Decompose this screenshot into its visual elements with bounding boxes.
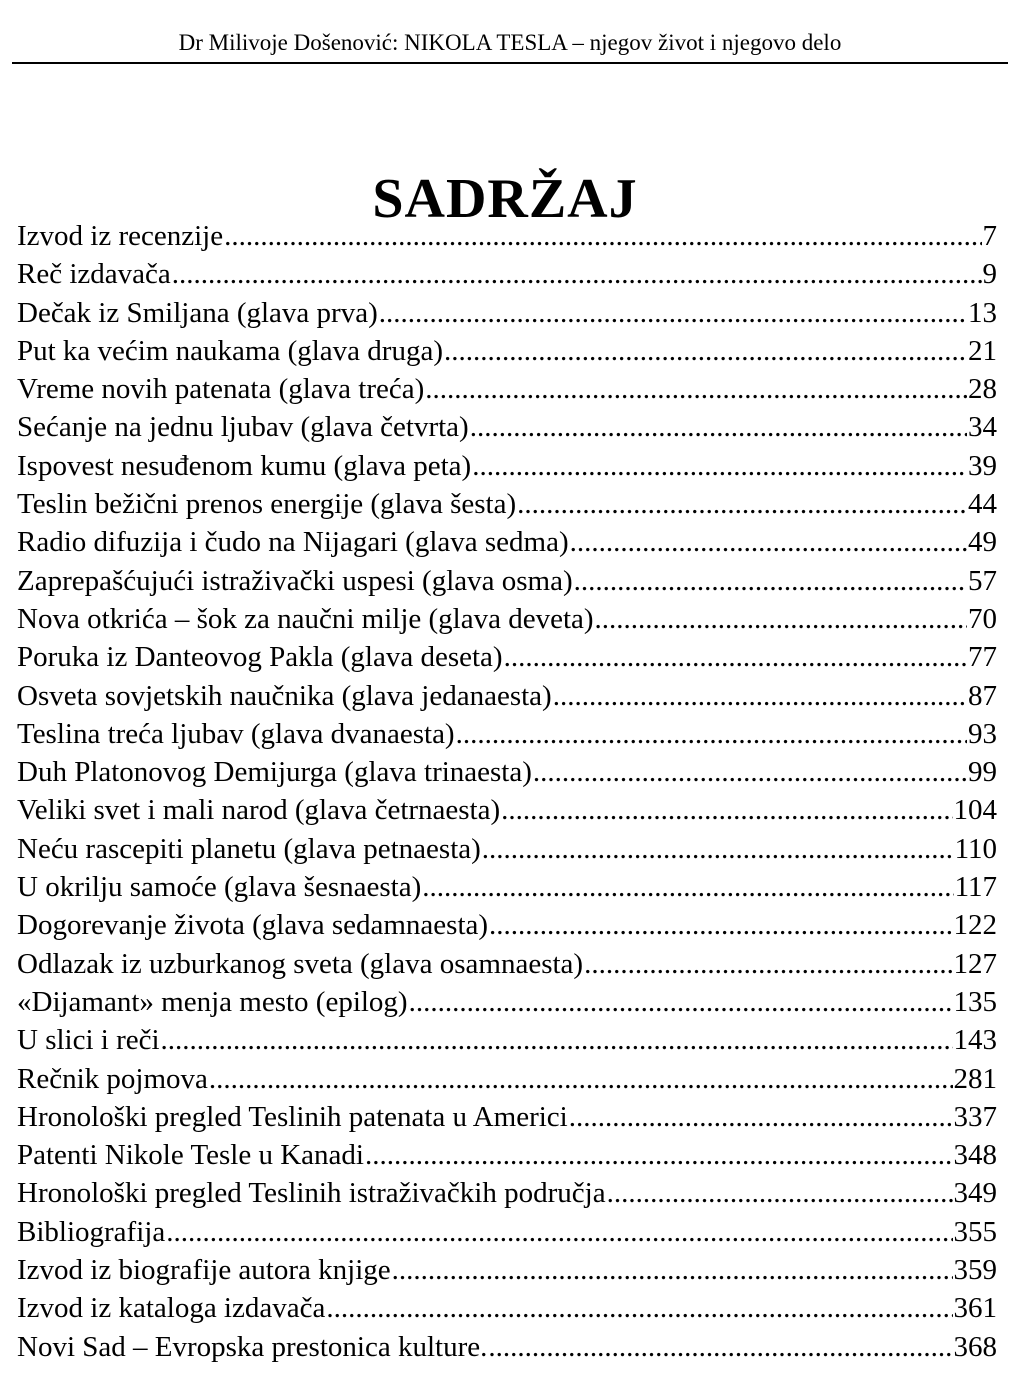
dot-leader (501, 791, 952, 829)
dot-leader (172, 255, 982, 293)
dot-leader (422, 868, 953, 906)
toc-entry-page: 44 (968, 488, 997, 521)
toc-entry-title: Odlazak iz uzburkanog sveta (glava osamnaesta) (17, 947, 584, 980)
toc-entry-title: Put ka većim naukama (glava druga) (17, 334, 443, 367)
dot-leader (553, 677, 967, 715)
toc-entry-title: Dogorevanje života (glava sedamnaesta) (17, 909, 489, 942)
toc-entry[interactable] (17, 830, 997, 868)
toc-entry[interactable] (17, 983, 997, 1021)
toc-entry[interactable] (17, 1328, 997, 1366)
toc-entry[interactable] (17, 1289, 997, 1327)
toc-entry-title: Dečak iz Smiljana (glava prva) (17, 296, 378, 329)
toc-entry[interactable] (17, 868, 997, 906)
toc-entry[interactable] (17, 638, 997, 676)
toc-entry-page: 135 (953, 985, 997, 1018)
toc-entry-title: Vreme novih patenata (glava treća) (17, 373, 425, 406)
toc-entry[interactable] (17, 715, 997, 753)
header-divider (12, 62, 1008, 64)
toc-entry-title: Sećanje na jednu ljubav (glava četvrta) (17, 411, 469, 444)
toc-entry-page: 143 (953, 1024, 997, 1057)
dot-leader (444, 332, 967, 370)
toc-entry-title: U slici i reči (17, 1024, 160, 1057)
toc-entry-page: 110 (954, 832, 997, 865)
page-title: SADRŽAJ (372, 167, 638, 230)
toc-entry[interactable] (17, 332, 997, 370)
toc-entry-title: Bibliografija (17, 1215, 166, 1248)
toc-entry-title: Teslin bežični prenos energije (glava šesta) (17, 488, 517, 521)
toc-entry[interactable] (17, 255, 997, 293)
toc-entry-page: 39 (968, 449, 997, 482)
dot-leader (570, 523, 967, 561)
dot-leader (209, 1060, 953, 1098)
dot-leader (488, 1328, 952, 1366)
toc-entry-page: 21 (968, 334, 997, 367)
toc-entry-page: 7 (982, 220, 997, 252)
toc-entry-page: 104 (953, 794, 997, 827)
toc-entry[interactable] (17, 370, 997, 408)
toc-entry-title: Izvod iz biografije autora knjige (17, 1254, 391, 1287)
toc-entry-title: Izvod iz kataloga izdavača (17, 1292, 326, 1325)
toc-entry[interactable] (17, 523, 997, 561)
toc-entry[interactable] (17, 791, 997, 829)
toc-entry[interactable] (17, 906, 997, 944)
toc-entry[interactable] (17, 562, 997, 600)
toc-entry-title: Izvod iz recenzije (17, 220, 224, 252)
toc-entry-title: Novi Sad – Evropska prestonica kulture. (17, 1330, 488, 1363)
toc-entry[interactable] (17, 485, 997, 523)
toc-entry-page: 77 (968, 641, 997, 674)
dot-leader (326, 1289, 952, 1327)
toc-entry[interactable] (17, 1136, 997, 1174)
dot-leader (533, 753, 967, 791)
dot-leader (517, 485, 967, 523)
toc-entry-page: 70 (968, 602, 997, 635)
dot-leader (489, 906, 952, 944)
toc-entry-title: Teslina treća ljubav (glava dvanaesta) (17, 717, 455, 750)
dot-leader (595, 600, 967, 638)
toc-entry[interactable] (17, 1213, 997, 1251)
toc-entry-title: Hronološki pregled Teslinih istraživačkih područja (17, 1177, 606, 1210)
toc-entry-page: 127 (953, 947, 997, 980)
toc-entry-page: 359 (953, 1254, 997, 1287)
dot-leader (456, 715, 967, 753)
dot-leader (365, 1136, 953, 1174)
toc-entry-title: Neću rascepiti planetu (glava petnaesta) (17, 832, 481, 865)
toc-entry-title: Patenti Nikole Tesle u Kanadi (17, 1139, 364, 1172)
toc-entry-title: Reč izdavača (17, 258, 171, 291)
toc-entry-page: 93 (968, 717, 997, 750)
toc-entry[interactable] (17, 447, 997, 485)
toc-entry-page: 368 (953, 1330, 997, 1363)
toc-entry[interactable] (17, 1021, 997, 1059)
toc-entry-title: Rečnik pojmova (17, 1062, 208, 1095)
toc-entry[interactable] (17, 600, 997, 638)
dot-leader (392, 1251, 953, 1289)
toc-entry-title: «Dijamant» menja mesto (epilog) (17, 985, 408, 1018)
toc-entry-title: Veliki svet i mali narod (glava četrnaesta) (17, 794, 501, 827)
dot-leader (379, 294, 967, 332)
dot-leader (482, 830, 954, 868)
toc-entry-page: 355 (953, 1215, 997, 1248)
dot-leader (569, 1098, 953, 1136)
toc-entry[interactable] (17, 1098, 997, 1136)
toc-entry-page: 361 (953, 1292, 997, 1325)
toc-entry-title: Duh Platonovog Demijurga (glava trinaesta) (17, 756, 532, 789)
dot-leader (584, 945, 952, 983)
dot-leader (166, 1213, 952, 1251)
dot-leader (425, 370, 967, 408)
toc-entry[interactable] (17, 945, 997, 983)
toc-entry-title: U okrilju samoće (glava šesnaesta) (17, 871, 422, 904)
dot-leader (472, 447, 967, 485)
toc-entry-page: 57 (968, 564, 997, 597)
toc-entry[interactable] (17, 677, 997, 715)
toc-entry-page: 117 (954, 871, 997, 904)
toc-entry-title: Radio difuzija i čudo na Nijagari (glava sedma) (17, 526, 569, 559)
toc-entry-title: Hronološki pregled Teslinih patenata u Americi (17, 1100, 568, 1133)
toc-entry-page: 34 (968, 411, 997, 444)
toc-entry-page: 349 (953, 1177, 997, 1210)
toc-entry-title: Nova otkrića – šok za naučni milje (glava deveta) (17, 602, 594, 635)
toc-entry[interactable] (17, 1060, 997, 1098)
toc-entry-title: Zaprepašćujući istraživački uspesi (glava osma) (17, 564, 573, 597)
dot-leader (470, 408, 967, 446)
toc-entry-title: Ispovest nesuđenom kumu (glava peta) (17, 449, 472, 482)
dot-leader (574, 562, 967, 600)
dot-leader (504, 638, 967, 676)
table-of-contents (17, 217, 997, 1366)
toc-entry-title: Osveta sovjetskih naučnika (glava jedanaesta) (17, 679, 552, 712)
running-header: Dr Milivoje Došenović: NIKOLA TESLA – njegov život i njegovo delo (178, 30, 842, 55)
toc-entry-page: 337 (953, 1100, 997, 1133)
toc-entry-page: 122 (953, 909, 997, 942)
toc-entry-page: 281 (953, 1062, 997, 1095)
dot-leader (409, 983, 953, 1021)
toc-entry-page: 99 (968, 756, 997, 789)
toc-entry[interactable] (17, 217, 997, 255)
toc-entry-page: 9 (982, 258, 997, 291)
toc-entry[interactable] (17, 1251, 997, 1289)
dot-leader (224, 217, 981, 255)
toc-entry-page: 87 (968, 679, 997, 712)
toc-entry[interactable] (17, 1174, 997, 1212)
toc-entry-page: 13 (968, 296, 997, 329)
dot-leader (607, 1174, 953, 1212)
toc-entry-page: 28 (968, 373, 997, 406)
dot-leader (161, 1021, 953, 1059)
toc-entry[interactable] (17, 753, 997, 791)
toc-entry-title: Poruka iz Danteovog Pakla (glava deseta) (17, 641, 503, 674)
toc-entry-page: 49 (968, 526, 997, 559)
toc-entry[interactable] (17, 294, 997, 332)
toc-entry[interactable] (17, 408, 997, 446)
toc-entry-page: 348 (953, 1139, 997, 1172)
